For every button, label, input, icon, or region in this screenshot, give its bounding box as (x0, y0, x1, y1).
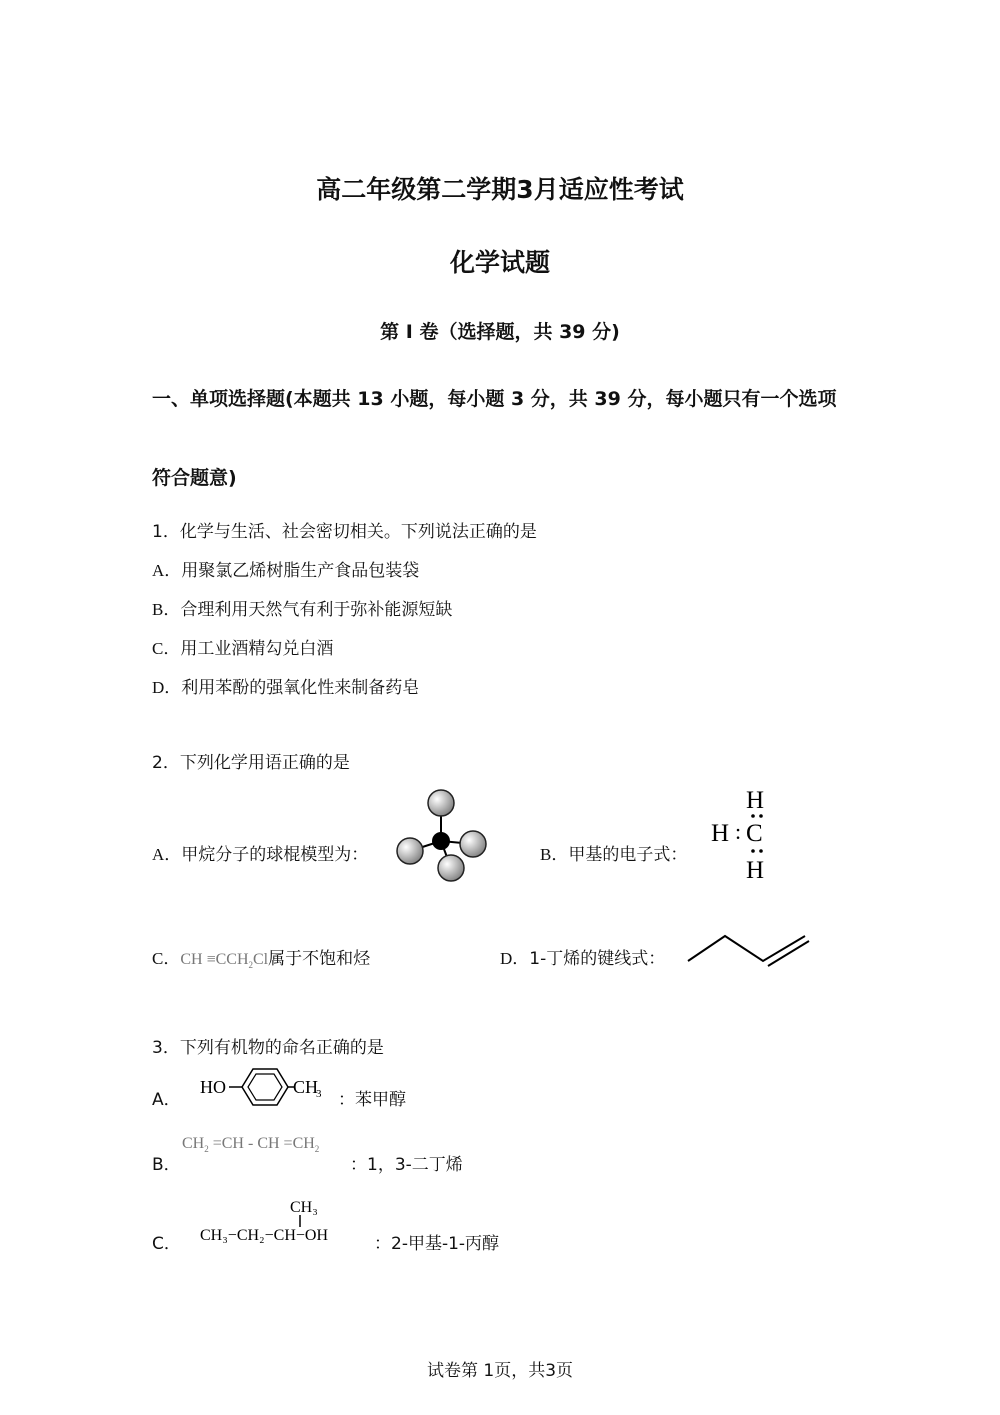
question-1-stem: 1．化学与生活、社会密切相关。下列说法正确的是 (152, 522, 537, 542)
q1-option-c (152, 634, 333, 659)
atom-c: C (746, 820, 763, 847)
part-title: 第 I 卷（选择题，共 39 分) (380, 321, 620, 343)
option-text: 甲基的电子式： (568, 845, 688, 865)
option-label: C． (152, 949, 181, 968)
q3-option-b-name: ：1，3-二丁烯 (350, 1155, 463, 1175)
option-text: 属于不饱和烃 (268, 949, 371, 969)
option-text: 合理利用天然气有利于弥补能源短缺 (180, 600, 453, 620)
methyl-electron-formula (708, 785, 788, 885)
section-heading-line1: 一、单项选择题(本题共 13 小题，每小题 3 分，共 39 分，每小题只有一个选项 (152, 388, 837, 410)
option-label: D． (152, 678, 182, 697)
formula-part: CH (182, 1135, 205, 1152)
q2-option-a (152, 840, 368, 865)
option-label: B． (152, 600, 181, 619)
formula-subscript: 2 (204, 1144, 209, 1155)
option-label: A． (152, 845, 182, 864)
atom-h-bottom: H (746, 857, 765, 884)
p-cresol-structure (198, 1064, 338, 1110)
page-footer: 试卷第 1页，共3页 (426, 1361, 574, 1381)
section-heading-line2: 符合题意) (152, 467, 237, 489)
methane-ball-stick-model (393, 786, 493, 886)
q3-option-a-label: A． (152, 1090, 181, 1110)
option-label: B． (540, 845, 569, 864)
q2-option-c (152, 944, 370, 970)
butadiene-formula (182, 1135, 319, 1154)
q3-option-b-label: B． (152, 1155, 181, 1175)
option-text: 1-丁烯的键线式： (529, 949, 666, 969)
option-label: A． (152, 561, 182, 580)
q3-option-a-name: ：苯甲醇 (338, 1090, 406, 1110)
formula-subscript: 2 (248, 960, 253, 971)
q1-option-d (152, 673, 419, 698)
methyl-group: CH (293, 1077, 319, 1097)
formula-main: CH ≡CCH (180, 951, 249, 968)
propargyl-chloride-formula (180, 951, 269, 971)
q3-option-c-name: ：2-甲基-1-丙醇 (374, 1234, 500, 1254)
formula-part: =CH - CH =CH (208, 1135, 315, 1152)
q3-option-c-label: C． (152, 1234, 181, 1254)
methyl-subscript: 3 (316, 1088, 322, 1100)
option-text: 用工业酒精勾兑白酒 (180, 639, 334, 659)
methylpropanol-structure (198, 1192, 373, 1254)
option-label: D． (500, 949, 530, 968)
q2-option-b (540, 840, 687, 865)
formula-end: Cl (253, 951, 269, 968)
formula-subscript: 2 (314, 1144, 320, 1155)
option-text: 利用苯酚的强氧化性来制备药皂 (181, 678, 420, 698)
q1-option-b (152, 595, 452, 620)
subject-title: 化学试题 (449, 248, 550, 277)
butene-skeletal-formula (685, 928, 815, 968)
exam-title: 高二年级第二学期3月适应性考试 (316, 175, 684, 204)
atom-h-left: H (711, 820, 730, 847)
option-text: 用聚氯乙烯树脂生产食品包装袋 (181, 561, 420, 581)
branch-methyl: CH₃ (290, 1199, 318, 1216)
q1-option-a (152, 556, 419, 581)
question-3-stem: 3．下列有机物的命名正确的是 (152, 1038, 384, 1058)
bond-colon: : (735, 819, 742, 844)
option-text: 甲烷分子的球棍模型为： (181, 845, 369, 865)
main-chain: CH₃−CH₂−CH−OH (200, 1227, 329, 1244)
question-2-stem: 2．下列化学用语正确的是 (152, 753, 350, 773)
hydroxy-group: HO (200, 1077, 226, 1097)
atom-h-top: H (746, 787, 765, 814)
option-label: C． (152, 639, 181, 658)
q2-option-d (500, 944, 665, 969)
